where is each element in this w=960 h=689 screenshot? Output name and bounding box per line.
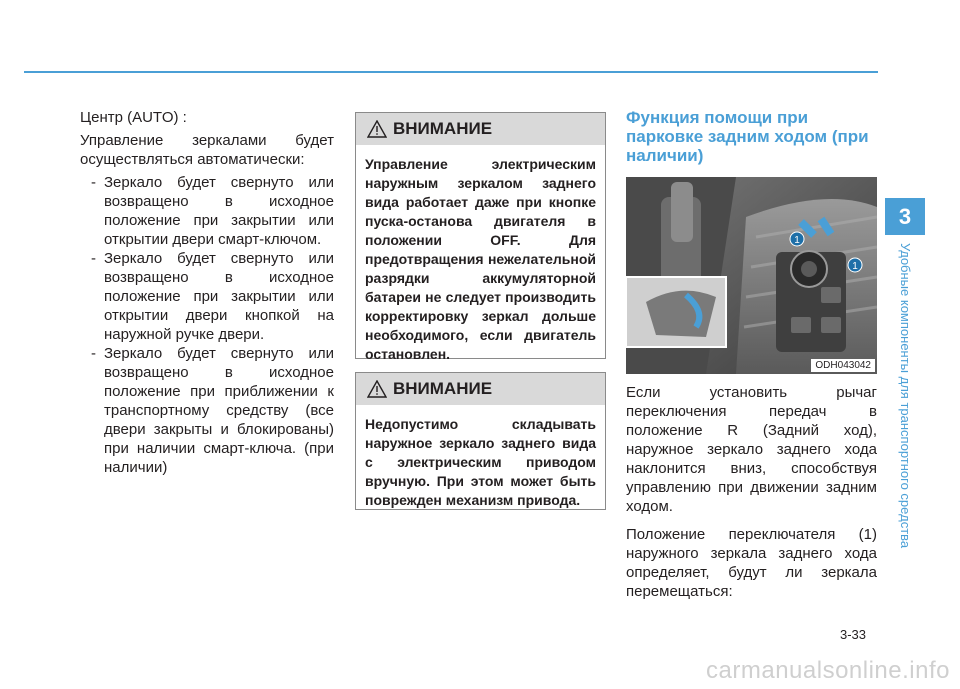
section-heading: Функция помощи при парковке задним ходом (при наличии) bbox=[626, 108, 869, 165]
warning-triangle-icon bbox=[367, 120, 387, 138]
paragraph: Положение переключателя (1) наружного зеркала заднего хода определяет, будут ли зеркала перемещаться: bbox=[626, 526, 877, 600]
photo-caption: ODH043042 bbox=[811, 359, 875, 372]
bullet-dash: - bbox=[91, 174, 96, 191]
warning-text: Недопустимо складывать наружное зеркало заднего вида с электрическим приводом вручную. При этом может быть поврежден механизм привода. bbox=[365, 416, 596, 508]
svg-text:1: 1 bbox=[794, 235, 800, 246]
right-column bbox=[626, 108, 877, 601]
auto-intro: Управление зеркалами будет осуществляться автоматически: bbox=[80, 132, 334, 168]
chapter-label: Удобные компоненты для транспортного средства bbox=[898, 243, 913, 549]
bullet-dash: - bbox=[91, 345, 96, 362]
warning-header bbox=[356, 373, 605, 405]
warning-title: ВНИМАНИЕ bbox=[393, 119, 493, 138]
warning-title: ВНИМАНИЕ bbox=[393, 379, 493, 398]
bullet-item bbox=[80, 344, 334, 477]
svg-text:1: 1 bbox=[852, 261, 858, 272]
page-number: 3-33 bbox=[840, 627, 867, 642]
bullet-item bbox=[80, 173, 334, 249]
warning-triangle-icon bbox=[367, 380, 387, 398]
photo-illustration bbox=[626, 177, 877, 374]
chapter-tab: 3 bbox=[885, 198, 925, 235]
paragraph: Если установить рычаг переключения передач в положение R (Задний ход), наружное зеркало заднего хода наклонится вниз, способствуя управлению при движении задним ходом. bbox=[626, 384, 877, 515]
bullet-text: Зеркало будет свернуто или возвращено в исходное положение при закрытии или открытии двери смарт-ключом. bbox=[104, 174, 334, 248]
mirror-switch-photo bbox=[626, 177, 877, 374]
bullet-text: Зеркало будет свернуто или возвращено в исходное положение при приближении к транспортному средству (все двери закрыты и блокированы) при наличии смарт-ключа. (при наличии) bbox=[104, 345, 334, 476]
watermark: carmanualsonline.info bbox=[706, 657, 950, 684]
warning-box-manual-fold bbox=[355, 372, 606, 510]
top-rule bbox=[24, 71, 878, 73]
bullet-item bbox=[80, 249, 334, 344]
left-column bbox=[80, 108, 334, 477]
bullet-dash: - bbox=[91, 250, 96, 267]
warning-header bbox=[356, 113, 605, 145]
bullet-text: Зеркало будет свернуто или возвращено в исходное положение при закрытии или открытии двери кнопкой на наружной ручке двери. bbox=[104, 250, 334, 343]
warning-box-battery bbox=[355, 112, 606, 362]
warning-text: Управление электрическим наружным зеркалом заднего вида работает даже при кнопке пуска-останова двигателя в положении OFF. Для предотвращения нежелательной разрядки аккумуляторной батареи не следует производить корректировку зеркал дольше необходимого, если двигатель остановлен. bbox=[365, 156, 596, 362]
auto-label: Центр (AUTO) : bbox=[80, 109, 187, 126]
